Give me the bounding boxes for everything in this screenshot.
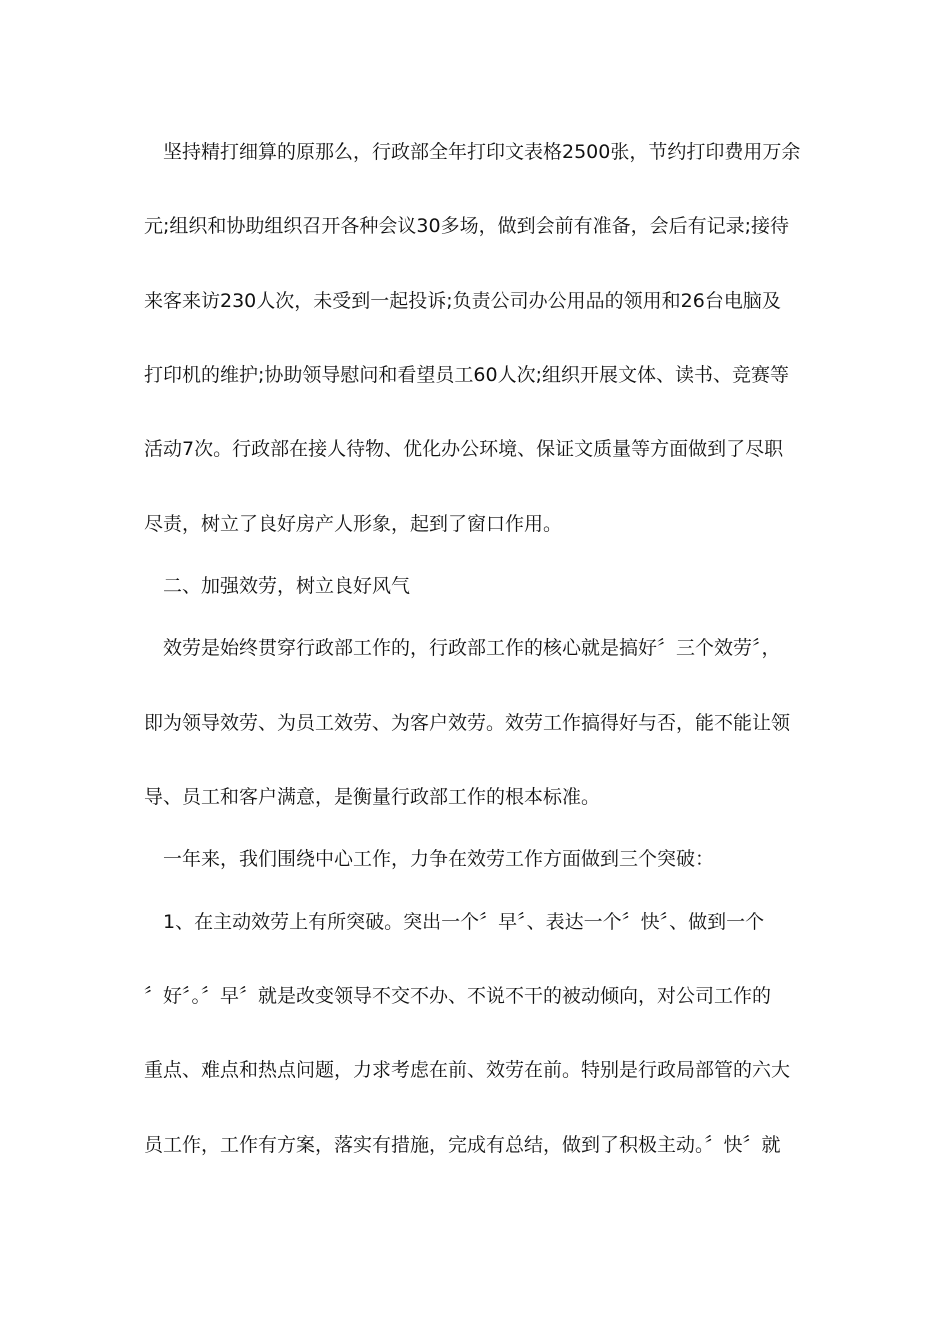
paragraph-line: 一年来，我们围绕中心工作，力争在效劳工作方面做到三个突破： [163, 848, 715, 870]
paragraph-line: 来客来访230人次，未受到一起投诉;负责公司办公用品的领用和26台电脑及 [144, 290, 781, 312]
paragraph-line: 尽责，树立了良好房产人形象，起到了窗口作用。 [144, 513, 563, 535]
paragraph-line: 即为领导效劳、为员工效劳、为客户效劳。效劳工作搞得好与否，能不能让领 [144, 712, 791, 734]
paragraph-line: 坚持精打细算的原那么，行政部全年打印文表格2500张，节约打印费用万余 [163, 141, 801, 163]
section-heading: 二、加强效劳，树立良好风气 [163, 575, 411, 597]
paragraph-line: 打印机的维护;协助领导慰问和看望员工60人次;组织开展文体、读书、竞赛等 [144, 364, 789, 386]
list-item-line: 1、在主动效劳上有所突破。突出一个〞早〞、表达一个〞快〞、做到一个 [163, 911, 765, 933]
paragraph-line: 导、员工和客户满意，是衡量行政部工作的根本标准。 [144, 786, 601, 808]
paragraph-line: 重点、难点和热点问题，力求考虑在前、效劳在前。特别是行政局部管的六大 [144, 1059, 791, 1081]
paragraph-line: 活动7次。行政部在接人待物、优化办公环境、保证文质量等方面做到了尽职 [144, 438, 784, 460]
paragraph-line: 〞好〞。〞早〞就是改变领导不交不办、不说不干的被动倾向，对公司工作的 [144, 985, 772, 1007]
paragraph-line: 元;组织和协助组织召开各种会议30多场，做到会前有准备，会后有记录;接待 [144, 215, 789, 237]
paragraph-line: 效劳是始终贯穿行政部工作的，行政部工作的核心就是搞好〞三个效劳〞， [163, 637, 781, 659]
paragraph-line: 员工作，工作有方案，落实有措施，完成有总结，做到了积极主动。〞快〞就 [144, 1134, 781, 1156]
